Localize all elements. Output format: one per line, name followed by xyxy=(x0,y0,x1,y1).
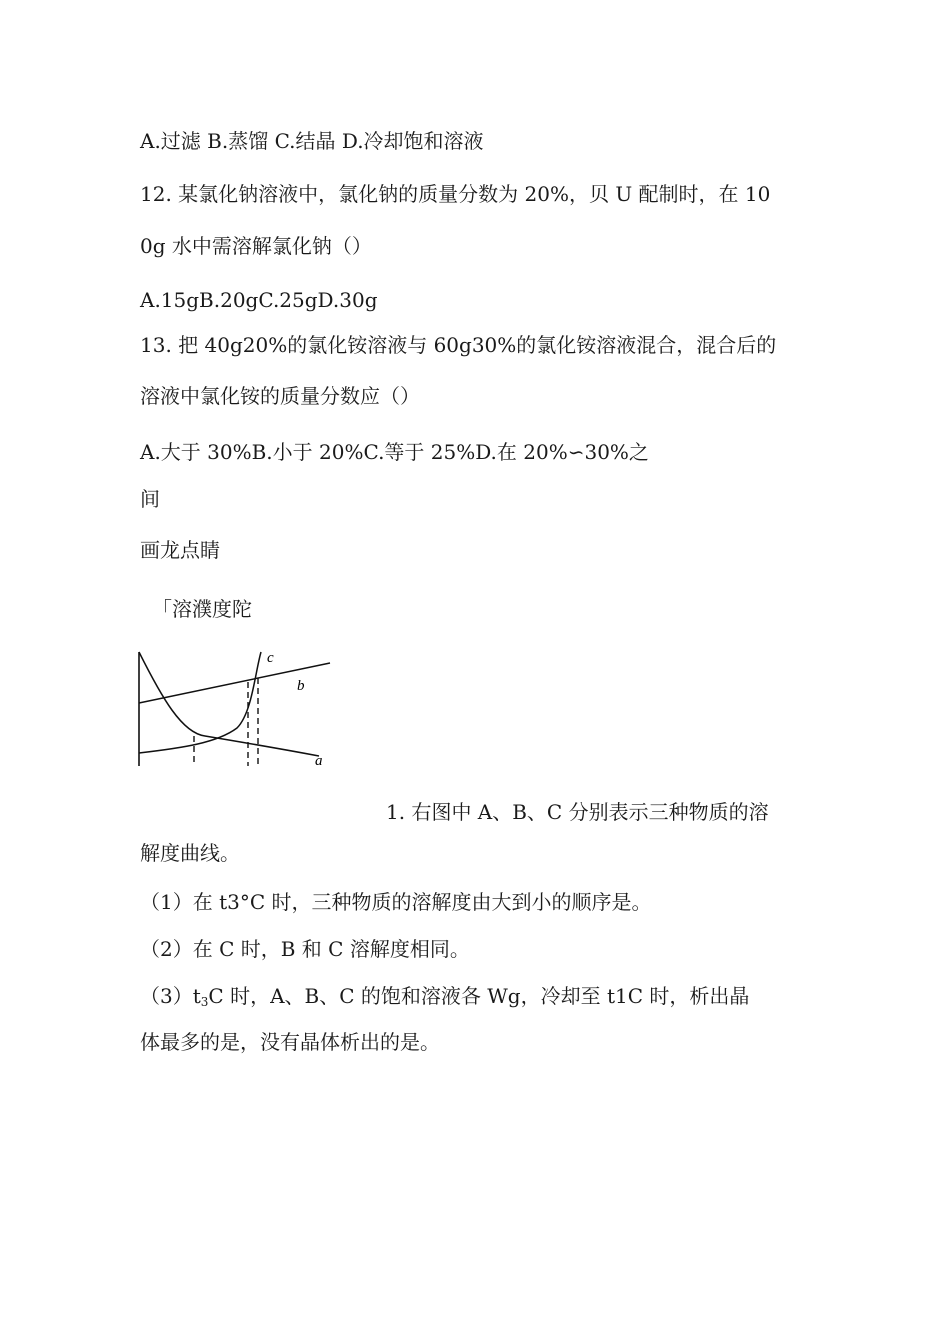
section-title: 画龙点睛 xyxy=(140,538,220,562)
q13-options-wrap: 间 xyxy=(140,487,160,511)
solubility-curve-figure xyxy=(137,648,337,770)
q12-text-line2: 0g 水中需溶解氯化钠（） xyxy=(140,234,372,258)
curve-a xyxy=(139,652,319,756)
q13-text-line2: 溶液中氯化铵的质量分数应（） xyxy=(140,384,420,408)
q1-part3-prefix: （3）t xyxy=(140,984,201,1008)
curve-label-c: c xyxy=(267,650,274,666)
q1-text-line1: 1. 右图中 A、B、C 分别表示三种物质的溶 xyxy=(386,800,769,824)
q1-part2: （2）在 C 时，B 和 C 溶解度相同。 xyxy=(140,937,470,961)
q13-text-line1: 13. 把 40g20%的氯化铵溶液与 60g30%的氯化铵溶液混合，混合后的 xyxy=(140,333,777,357)
q13-options: A.大于 30%B.小于 20%C.等于 25%D.在 20%∽30%之 xyxy=(140,440,649,464)
curve-label-a: a xyxy=(315,753,323,769)
figure-caption: 「溶濮度陀 xyxy=(152,597,252,621)
q12-options: A.15gB.20gC.25gD.30g xyxy=(140,288,378,312)
curve-label-b: b xyxy=(297,678,305,694)
q1-part1: （1）在 t3°C 时，三种物质的溶解度由大到小的顺序是。 xyxy=(140,890,652,914)
curve-c xyxy=(139,652,261,753)
q1-part3-suffix: C 时，A、B、C 的饱和溶液各 Wg，冷却至 t1C 时，析出晶 xyxy=(208,984,750,1008)
q1-part3-line2: 体最多的是，没有晶体析出的是。 xyxy=(140,1030,440,1054)
q12-text-line1: 12. 某氯化钠溶液中，氯化钠的质量分数为 20%，贝 U 配制时，在 10 xyxy=(140,182,771,206)
q1-part3-subscript: 3 xyxy=(200,995,209,1009)
q1-text-line2: 解度曲线。 xyxy=(140,841,240,865)
q11-options: A.过滤 B.蒸馏 C.结晶 D.冷却饱和溶液 xyxy=(140,129,484,153)
q1-part3-line1 xyxy=(140,983,749,1015)
